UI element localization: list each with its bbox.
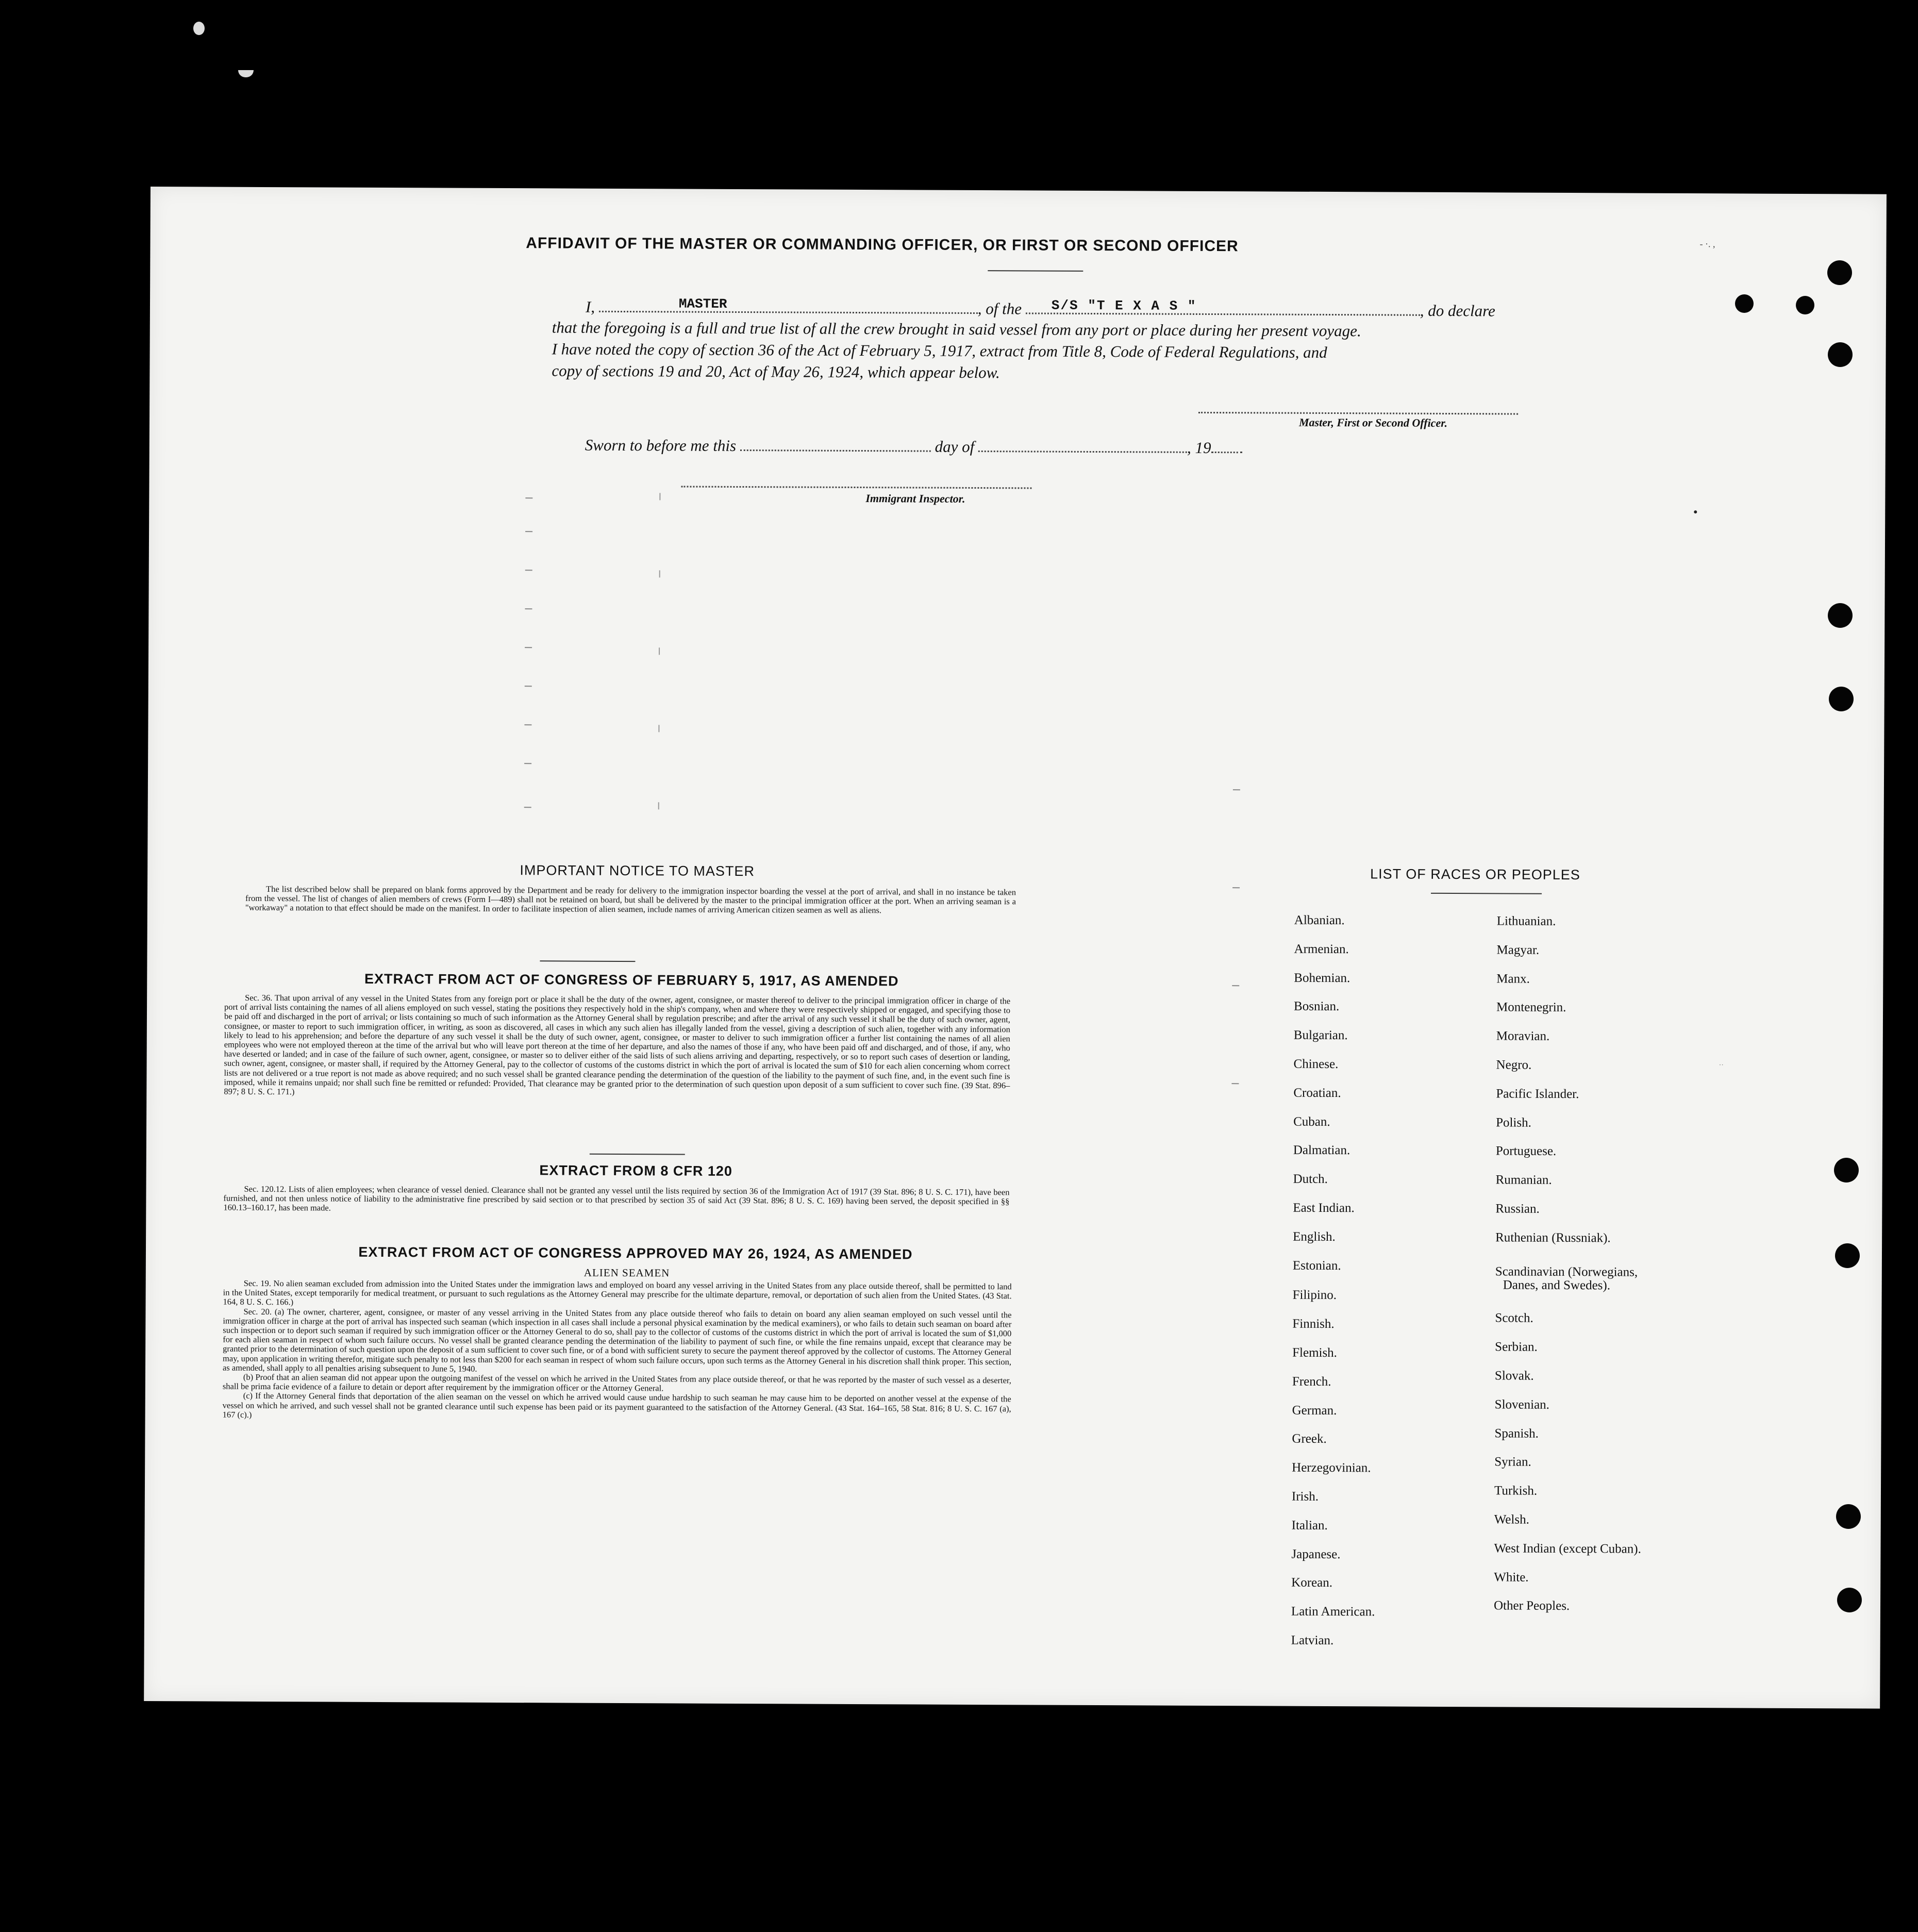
extract-1917-text: [224, 993, 1010, 1100]
fold-tick: [525, 686, 532, 687]
race-item: German.: [1292, 1403, 1337, 1418]
punch-hole: [1796, 296, 1814, 314]
race-item: Turkish.: [1494, 1484, 1538, 1498]
day-of-text: day of: [935, 437, 975, 456]
punch-hole: [1835, 1243, 1860, 1268]
fold-tick: [659, 493, 660, 500]
fold-tick: [1231, 1083, 1239, 1084]
race-item: Danes, and Swedes).: [1503, 1278, 1611, 1292]
of-the-text: , of the: [977, 299, 1022, 318]
paper-mark: ··: [1719, 1061, 1724, 1070]
notice-title: IMPORTANT NOTICE TO MASTER: [520, 862, 755, 879]
race-item: Bohemian.: [1294, 971, 1350, 985]
notice-text: [245, 885, 1016, 916]
scan-speck: [193, 22, 205, 35]
race-item: Portuguese.: [1495, 1144, 1557, 1159]
sworn-year-field[interactable]: [1211, 447, 1242, 453]
race-item: Slovak.: [1494, 1369, 1534, 1383]
section-rule: [590, 1154, 685, 1155]
punch-hole: [1828, 342, 1853, 367]
master-name-field[interactable]: MASTER: [678, 296, 727, 312]
race-item: Magyar.: [1496, 943, 1540, 957]
race-item: Ruthenian (Russniak).: [1495, 1230, 1611, 1245]
race-item: Bosnian.: [1294, 1000, 1340, 1014]
race-item: Russian.: [1495, 1202, 1540, 1216]
race-item: West Indian (except Cuban).: [1494, 1541, 1641, 1556]
punch-hole: [1829, 687, 1854, 711]
race-item: Bulgarian.: [1293, 1028, 1348, 1043]
sec-20a-paragraph: Sec. 20. (a) The owner, charterer, agent, consignee, or master of any vessel arriving in the United States from any place outside thereof who fails to detain on board any alien seaman employed on such vessel until the immigration officer in charge at the port of arrival has inspected such seaman (which inspection in all cases shall include a personal physical examination by the medical examiners), or who fails to detain such seaman on board after such inspection or to deport such seaman if required by such immigration officer or the Attorney General to do so, shall pay to the collector of customs of the customs district in which the port of arrival is located the sum of $1,000 for each alien seaman in respect of whom such failure occurs. No vessel shall be granted clearance pending the determination of the liability to payment of such fine, or while the fine remains unpaid, except that clearance may be granted prior to the determination of such question upon the deposit of a sum sufficient to cover such fine, or of a bond with sufficient surety to secure the payment thereof approved by the collector of customs. The Attorney General may, upon application in writing therefor, mitigate such penalty to not less than $200 for each seaman in respect of whom such failure occurs, upon such terms as the Attorney General in his discretion shall think proper. This section, as amended, shall apply to all penalties arising subsequent to June 5, 1940.: [222, 1306, 1012, 1374]
punch-hole: [1836, 1504, 1861, 1529]
sworn-month-field[interactable]: [978, 446, 1187, 453]
race-item: Chinese.: [1293, 1057, 1339, 1072]
race-item: Polish.: [1496, 1115, 1531, 1130]
punch-hole: [1735, 294, 1754, 313]
race-item: White.: [1494, 1570, 1529, 1585]
fold-tick: [525, 531, 532, 532]
form-page: [144, 187, 1887, 1709]
cfr-title: EXTRACT FROM 8 CFR 120: [539, 1162, 733, 1179]
race-item: Manx.: [1496, 972, 1530, 986]
race-item: Filipino.: [1292, 1288, 1337, 1303]
race-item: Moravian.: [1496, 1029, 1550, 1044]
sworn-day-field[interactable]: [740, 445, 931, 452]
i-prefix: I,: [585, 297, 595, 316]
inspector-caption: Immigrant Inspector.: [865, 492, 965, 505]
races-title-rule: [1431, 893, 1542, 894]
race-item: Croatian.: [1293, 1086, 1341, 1100]
punch-hole: [1834, 1158, 1859, 1182]
fold-tick: [659, 570, 660, 577]
race-item: Estonian.: [1292, 1258, 1341, 1273]
race-item: Dalmatian.: [1293, 1143, 1350, 1158]
fold-tick: [525, 570, 532, 571]
paper-mark: - ·. ,: [1699, 239, 1715, 249]
officer-signature-caption: Master, First or Second Officer.: [1298, 415, 1448, 429]
race-item: Montenegrin.: [1496, 1000, 1566, 1015]
cfr-text: [223, 1185, 1009, 1216]
fold-tick: [524, 763, 531, 764]
title-rule: [988, 270, 1083, 272]
extract-1924-title: EXTRACT FROM ACT OF CONGRESS APPROVED MAY 26, 1924, AS AMENDED: [358, 1244, 913, 1262]
alien-seamen-subtitle: ALIEN SEAMEN: [583, 1266, 670, 1279]
race-item: Pacific Islander.: [1496, 1087, 1579, 1101]
race-item: East Indian.: [1293, 1201, 1355, 1215]
fold-tick: [1232, 985, 1239, 986]
race-item: Greek.: [1292, 1432, 1327, 1446]
paper-mark: [1694, 510, 1697, 513]
race-item: Albanian.: [1294, 913, 1345, 928]
sec-120-paragraph: Sec. 120.12. Lists of alien employees; when clearance of vessel denied. Clearance shall not be granted any vessel until the lists required by section 36 of the Immigration Act of 1917 (39 Stat. 896; 8 U. S. C. 171), have been furnished, and not then unless notice of liability to the administrative fine prescribed by said section or to that prescribed by section 35 of said Act (39 Stat. 896; 8 U. S. C. 169) having been served, the deposit specified in §§ 160.13–160.17, has been made.: [223, 1184, 1010, 1213]
sworn-line: [585, 435, 1242, 459]
race-item: Latvian.: [1291, 1633, 1334, 1648]
fold-tick: [524, 724, 531, 725]
race-item: Slovenian.: [1494, 1397, 1550, 1412]
race-item: Scotch.: [1495, 1311, 1533, 1326]
fold-tick: [659, 647, 660, 655]
sworn-prefix: Sworn to before me this: [585, 436, 737, 455]
fold-tick: [658, 802, 659, 809]
sec-36-paragraph: Sec. 36. That upon arrival of any vessel in the United States from any foreign port or place it shall be the duty of the owner, agent, consignee, or master thereof to deliver to the principal immigration officer in charge of the port of arrival lists containing the names of all aliens employed on such vessel, stating the positions they respectively hold in the ship's company, when and where they were respectively shipped or engaged, and specifying those to be paid off and discharged in the port of arrival; or lists containing so much of such information as the Attorney General shall by regulation prescribe; and after the arrival of any such vessel it shall be the duty of such owner, agent, consignee, or master to report to such immigration officer, in writing, as soon as discovered, all cases in which any such alien has illegally landed from the vessel, giving a description of such alien, together with any information likely to lead to his apprehension; and before the departure of any such vessel it shall be the duty of such owner, agent, consignee, or master to deliver to such immigration officer a further list containing the names of all alien employees who were not employed thereon at the time of the arrival but who will leave port thereon at the time of her departure, and also the names of those if any, who have been paid off and discharged, and of those, if any, who have deserted or landed; and in case of the failure of such owner, agent, consignee, or master so to deliver either of the said lists of such aliens arriving and departing, respectively, or so to report such cases of desertion or landing, such owner, agent, consignee, or master shall, if required by the Attorney General, pay to the collector of customs of the customs district in which the port of arrival is located the sum of $10 for each alien concerning whom correct lists are not delivered or a true report is not made as above required; and no such vessel shall be granted clearance pending the determination of the question of the liability to the payment of such fine, and, in the event such fine is imposed, while it remains unpaid; nor shall such fine be remitted or refunded: Provided, That clearance may be granted prior to the determination of such question upon deposit of a sum sufficient to cover such fine. (39 Stat. 896–897; 8 U. S. C. 171.): [224, 992, 1011, 1097]
race-item: Other Peoples.: [1493, 1598, 1570, 1613]
fold-tick: [658, 725, 659, 732]
punch-hole: [1827, 260, 1852, 285]
race-item: Latin American.: [1291, 1604, 1375, 1619]
punch-hole: [1828, 603, 1853, 628]
extract-1924-text: [223, 1279, 1012, 1423]
sec-20c-paragraph: (c) If the Attorney General finds that deportation of the alien seaman on the vessel on which he arrived would cause undue hardship to such seaman he may cause him to be deported on another vessel at the expense of the vessel on which he arrived, and such vessel shall not be granted clearance until such expense has been paid or its payment guaranteed to the satisfaction of the Attorney General. (43 Stat. 164–165, 58 Stat. 816; 8 U. S. C. 167 (a), 167 (c).): [222, 1391, 1011, 1420]
declare-text: , do declare: [1420, 301, 1495, 320]
race-item: Korean.: [1291, 1576, 1333, 1590]
fold-tick: [525, 647, 532, 648]
extract-1917-title: EXTRACT FROM ACT OF CONGRESS OF FEBRUARY 5, 1917, AS AMENDED: [364, 971, 899, 989]
race-item: French.: [1292, 1374, 1331, 1389]
races-title: LIST OF RACES OR PEOPLES: [1370, 866, 1580, 883]
race-item: Spanish.: [1494, 1426, 1539, 1441]
race-item: Syrian.: [1494, 1455, 1531, 1470]
race-item: Welsh.: [1494, 1512, 1529, 1527]
inspector-signature-line[interactable]: [681, 482, 1031, 489]
race-item: Scandinavian (Norwegians,: [1495, 1264, 1638, 1279]
officer-signature-line[interactable]: [1198, 409, 1518, 415]
affidavit-line4: copy of sections 19 and 20, Act of May 26, 1924, which appear below.: [552, 361, 1000, 382]
race-item: Irish.: [1291, 1489, 1319, 1504]
race-item: Flemish.: [1292, 1345, 1338, 1360]
race-item: Japanese.: [1291, 1547, 1341, 1561]
fold-tick: [525, 608, 532, 609]
race-item: Serbian.: [1495, 1340, 1538, 1354]
year-prefix: , 19: [1187, 438, 1211, 457]
race-item: Lithuanian.: [1496, 914, 1556, 928]
race-item: Italian.: [1291, 1518, 1328, 1533]
affidavit-line2: that the foregoing is a full and true list of all the crew brought in said vessel from any port or place during her present voyage.: [552, 318, 1361, 340]
vessel-name-field[interactable]: S/S "T E X A S ": [1051, 297, 1197, 314]
scan-speck: [238, 70, 254, 77]
punch-hole: [1837, 1588, 1862, 1612]
race-item: Negro.: [1496, 1058, 1532, 1072]
fold-tick: [1233, 789, 1240, 790]
race-item: Finnish.: [1292, 1317, 1335, 1331]
notice-paragraph: The list described below shall be prepared on blank forms approved by the Department and be ready for delivery to the immigration inspector boarding the vessel at the port of arrival, and shall in no instance be taken from the vessel. The list of changes of alien members of crews (Form I—489) shall not be retained on board, but shall be delivered by the master to the principal immigration officer at the port. When an arriving seaman is a "workaway" a notation to that effect should be made on the manifest. In order to facilitate inspection of alien seamen, include names of arriving American citizen seamen as well as aliens.: [245, 884, 1016, 915]
race-item: English.: [1293, 1229, 1336, 1244]
race-item: Dutch.: [1293, 1172, 1328, 1187]
race-item: Cuban.: [1293, 1114, 1330, 1129]
race-item: Herzegovinian.: [1292, 1460, 1371, 1475]
affidavit-title: AFFIDAVIT OF THE MASTER OR COMMANDING OFFICER, OR FIRST OR SECOND OFFICER: [526, 235, 1239, 255]
sec-20b-paragraph: (b) Proof that an alien seaman did not appear upon the outgoing manifest of the vessel on which he arrived in the United States from any place outside thereof, or that he was reported by the master of such vessel as a deserter, shall be prima facie evidence of a failure to detain or deport after requirement by the immigration officer or the Attorney General.: [222, 1372, 1011, 1393]
race-item: Rumanian.: [1495, 1173, 1552, 1188]
affidavit-line1: [586, 295, 1495, 322]
affidavit-line3: I have noted the copy of section 36 of the Act of February 5, 1917, extract from Title 8, Code of Federal Regulations, and: [552, 340, 1327, 361]
race-item: Armenian.: [1294, 942, 1349, 956]
fold-tick: [525, 497, 532, 498]
fold-tick: [1232, 887, 1240, 888]
fold-tick: [524, 807, 531, 808]
section-rule: [540, 960, 635, 962]
sec-19-paragraph: Sec. 19. No alien seaman excluded from admission into the United States under the immigration laws and employed on board any vessel arriving in the United States from any place outside thereof, shall be permitted to land in the United States, except temporarily for medical treatment, or pursuant to such regulations as the Attorney General may prescribe for the ultimate departure, removal, or deportation of such alien from the United States. (43 Stat. 164, 8 U. S. C. 166.): [223, 1278, 1012, 1307]
